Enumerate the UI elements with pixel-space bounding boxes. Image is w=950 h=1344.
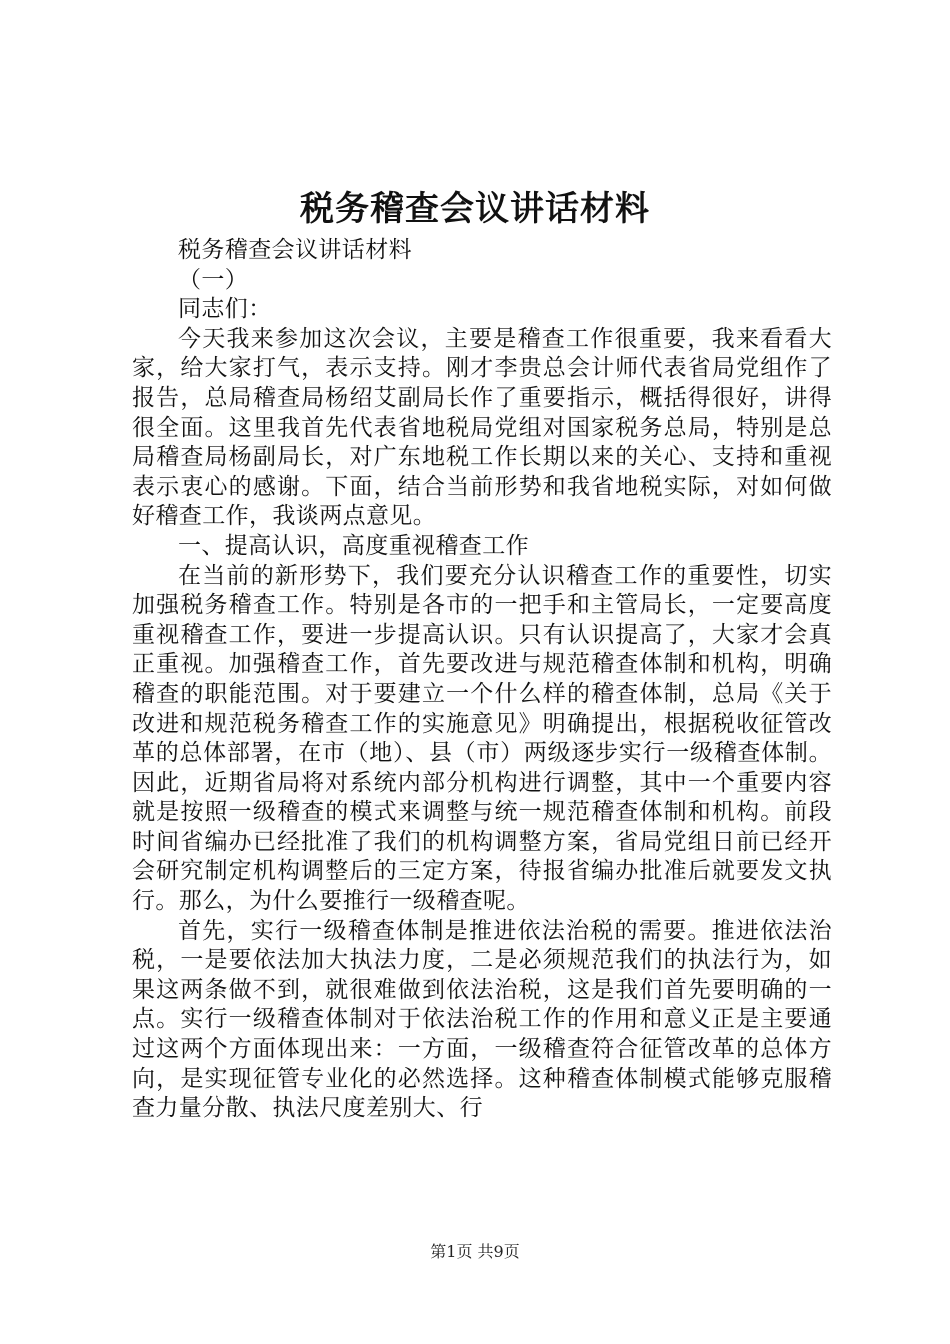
page-footer: 第1页 共9页 — [430, 1242, 520, 1261]
document-body — [132, 236, 832, 1124]
body-paragraph: 在当前的新形势下，我们要充分认识稽查工作的重要性，切实加强税务稽查工作。特别是各市的一把手和主管局长，一定要高度重视稽查工作，要进一步提高认识。只有认识提高了，大家才会真正重视。加强稽查工作，首先要改进与规范稽查体制和机构，明确稽查的职能范围。对于要建立一个什么样的稽查体制，总局《关于改进和规范税务稽查工作的实施意见》明确提出，根据税收征管改革的总体部署，在市（地）、县（市）两级逐步实行一级稽查体制。因此，近期省局将对系统内部分机构进行调整，其中一个重要内容就是按照一级稽查的模式来调整与统一规范稽查体制和机构。前段时间省编办已经批准了我们的机构调整方案，省局党组日前已经开会研究制定机构调整后的三定方案，待报省编办批准后就要发文执行。那么，为什么要推行一级稽查呢。 — [132, 562, 832, 915]
salutation-paragraph: 同志们： — [178, 296, 272, 323]
section-number-paragraph: （一） — [178, 266, 249, 293]
subtitle-paragraph: 税务稽查会议讲话材料 — [178, 237, 412, 263]
section-heading: 一、提高认识，高度重视稽查工作 — [178, 532, 529, 559]
document-title: 税务稽查会议讲话材料 — [300, 189, 650, 229]
body-paragraph: 今天我来参加这次会议，主要是稽查工作很重要，我来看看大家，给大家打气，表示支持。刚才李贵总会计师代表省局党组作了报告，总局稽查局杨绍艾副局长作了重要指示，概括得很好，讲得很全面。这里我首先代表省地税局党组对国家税务总局，特别是总局稽查局杨副局长，对广东地税工作长期以来的关心、支持和重视表示衷心的感谢。下面，结合当前形势和我省地税实际，对如何做好稽查工作，我谈两点意见。 — [132, 325, 832, 530]
body-paragraph: 首先，实行一级稽查体制是推进依法治税的需要。推进依法治税，一是要依法加大执法力度，二是必须规范我们的执法行为，如果这两条做不到，就很难做到依法治税，这是我们首先要明确的一点。实行一级稽查体制对于依法治税工作的作用和意义正是主要通过这两个方面体现出来：一方面，一级稽查符合征管改革的总体方向，是实现征管专业化的必然选择。这种稽查体制模式能够克服稽查力量分散、执法尺度差别大、行 — [132, 917, 832, 1122]
